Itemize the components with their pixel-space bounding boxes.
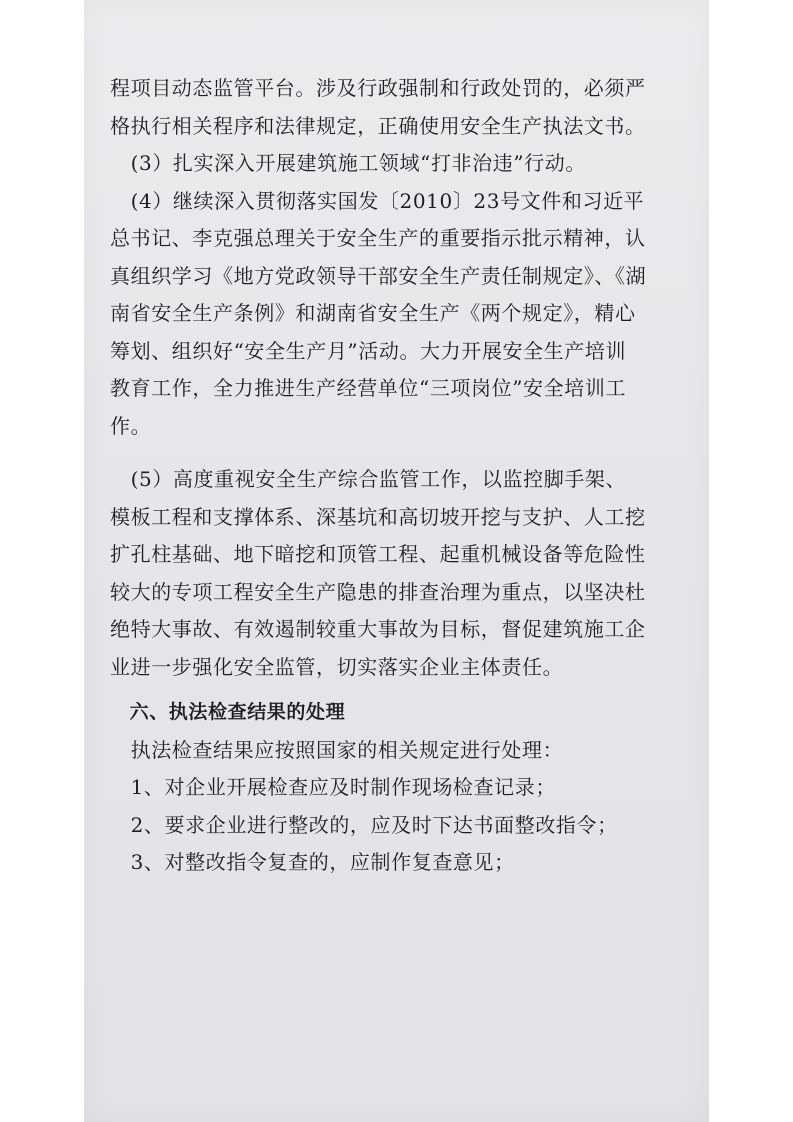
- paragraph-block-3: [110, 732, 690, 882]
- text-line: 作。: [110, 413, 152, 438]
- text-line: 2、要求企业进行整改的，应及时下达书面整改指令；: [110, 812, 618, 837]
- text-line: 南省安全生产条例》和湖南省安全生产《两个规定》，精心: [110, 301, 636, 325]
- text-line: 绝特大事故、有效遏制较重大事故为目标，督促建筑施工企: [110, 617, 646, 641]
- text-line: 格执行相关程序和法律规定，正确使用安全生产执法文书。: [110, 113, 646, 138]
- text-line: 总书记、李克强总理关于安全生产的重要指示批示精神，认: [110, 226, 646, 250]
- text-line: 1、对企业开展检查应及时制作现场检查记录；: [110, 775, 556, 799]
- text-line: (4）继续深入贯彻落实国发〔2010〕23号文件和习近平: [110, 188, 645, 213]
- paragraph-gap: [110, 445, 690, 461]
- text-line: 模板工程和支撑体系、深基坑和高切坡开挖与支护、人工挖: [110, 504, 646, 529]
- paragraph-block-1: [110, 70, 690, 445]
- text-line: 较大的专项工程安全生产隐患的排查治理为重点，以坚决杜: [110, 579, 646, 604]
- text-line: 真组织学习《地方党政领导干部安全生产责任制规定》、《湖: [110, 263, 647, 288]
- text-line: 扩孔柱基础、地下暗挖和顶管工程、起重机械设备等危险性: [110, 542, 646, 566]
- text-line: 程项目动态监管平台。涉及行政强制和行政处罚的，必须严: [110, 76, 646, 100]
- text-line: (3）扎实深入开展建筑施工领域“打非治违”行动。: [110, 151, 586, 175]
- section-heading: 六、执法检查结果的处理: [110, 701, 346, 723]
- text-line: 教育工作，全力推进生产经营单位“三项岗位”安全培训工: [110, 376, 627, 400]
- paragraph-block-2: [110, 461, 690, 686]
- text-line: 业进一步强化安全监管，切实落实企业主体责任。: [110, 654, 564, 679]
- text-line: (5）高度重视安全生产综合监管工作，以监控脚手架、: [110, 467, 627, 491]
- document-body: [110, 70, 690, 882]
- text-line: 3、对整改指令复查的，应制作复查意见；: [110, 850, 515, 874]
- text-line: 筹划、组织好“安全生产月”活动。大力开展安全生产培训: [110, 338, 627, 363]
- text-line: 执法检查结果应按照国家的相关规定进行处理：: [110, 737, 564, 762]
